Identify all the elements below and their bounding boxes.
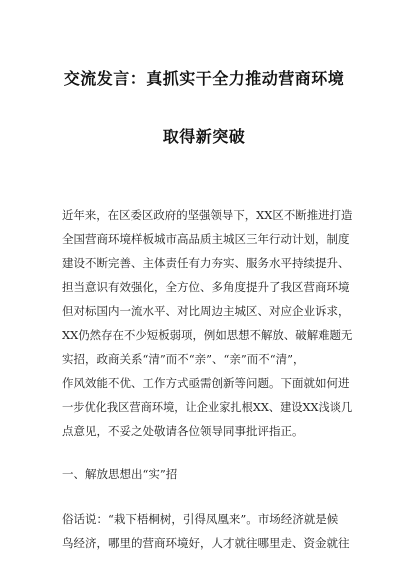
paragraph-line: 作风效能不优、工作方式亟需创新等问题。下面就如何进	[62, 376, 350, 390]
paragraph-line: 近年来，在区委区政府的坚强领导下，XX区不断推进打造	[62, 208, 353, 222]
paragraph-line: 建设不断完善、主体责任有力夯实、服务水平持续提升、	[62, 256, 350, 270]
paragraph-line: 点意见，不妥之处敬请各位领导同事批评指正。	[62, 424, 304, 438]
paragraph-line: 俗话说：“栽下梧桐树，引得凤凰来”。市场经济就是候	[62, 512, 339, 526]
paragraph-line: 鸟经济，哪里的营商环境好，人才就往哪里走、资金就往	[62, 536, 350, 550]
document-title-line-1: 交流发言：真抓实干全力推动营商环境	[63, 69, 345, 88]
paragraph-line: 一步优化我区营商环境，让企业家扎根XX、建设XX浅谈几	[62, 400, 353, 414]
paragraph-line: 担当意识有效强化，全方位、多角度提升了我区营商环境	[62, 280, 350, 294]
paragraph-line: 但对标国内一流水平、对比周边主城区、对应企业诉求，	[62, 304, 350, 318]
paragraph-line: 实招，政商关系“清”而不“亲”、“亲”而不“清”，	[62, 352, 305, 366]
section-heading: 一、解放思想出“实”招	[62, 467, 178, 481]
paragraph-line: 全国营商环境样板城市高品质主城区三年行动计划，制度	[62, 232, 350, 246]
document-title-line-2: 取得新突破	[162, 127, 246, 146]
paragraph-line: XX仍然存在不少短板弱项，例如思想不解放、破解难题无	[62, 328, 353, 342]
